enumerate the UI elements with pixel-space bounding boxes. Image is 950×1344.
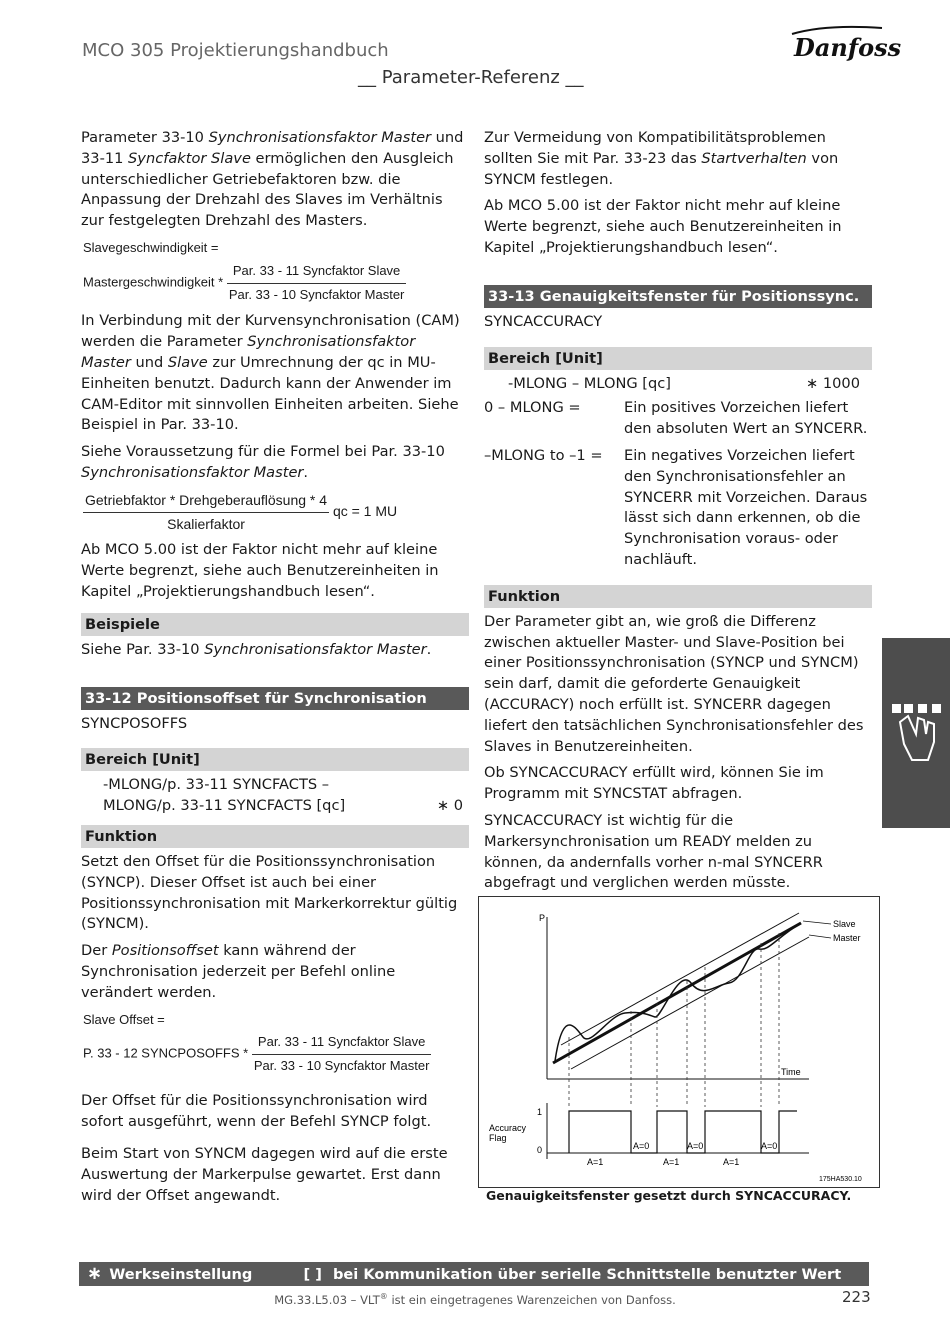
footer-legend-bar — [79, 1262, 869, 1286]
section-title: __ Parameter-Referenz __ — [358, 67, 584, 88]
funktion-heading-3312: Funktion — [81, 825, 469, 848]
flag-zero: 0 — [537, 1145, 543, 1155]
band-upper — [561, 913, 799, 1045]
a1-1: A=1 — [587, 1157, 604, 1167]
bereich-heading-3312: Bereich [Unit] — [81, 748, 469, 771]
compat-paragraph: Zur Vermeidung von Kompatibilitätsproblemen sollten Sie mit Par. 33-23 das Startverhalten von SYNCM festlegen. — [484, 129, 839, 188]
funktion-3312-text-4: Beim Start von SYNCM dagegen wird auf die erste Auswertung der Markerpulse gewartet. Erst dann wird der Offset angewandt. — [81, 1145, 448, 1205]
funktion-3313-text-2: Ob SYNCACCURACY erfüllt wird, können Sie im Programm mit SYNCSTAT abfragen. — [484, 764, 824, 803]
a1-2: A=1 — [663, 1157, 680, 1167]
range-default-3313: ∗ 1000 — [805, 374, 860, 392]
a0-3: A=0 — [761, 1141, 778, 1151]
param-3313-heading: 33-13 Genauigkeitsfenster für Positionssync. — [484, 285, 872, 308]
range-row-positive: 0 – MLONG = Ein positives Vorzeichen liefert den absoluten Wert an SYNCERR. — [484, 399, 868, 438]
range-3312: -MLONG/p. 33-11 SYNCFACTS – MLONG/p. 33-11 SYNCFACTS [qc] ∗ 0 — [81, 775, 469, 817]
mco-note-right: Ab MCO 5.00 ist der Faktor nicht mehr auf kleine Werte begrenzt, siehe auch Benutzereinheiten in Kapitel „Projektierungshandbuch lesen“. — [484, 197, 842, 256]
funktion-3312-text-3: Der Offset für die Positionssynchronisation wird sofort ausgeführt, wenn der Befehl SYNCP folgt. — [81, 1091, 432, 1130]
funktion-3312-text-2: Der Positionsoffset kann während der Synchronisation jederzeit per Befehl online verändert werden. — [81, 942, 396, 1001]
funktion-3313-text-3: SYNCACCURACY ist wichtig für die Markersynchronisation um READY melden zu können, da andernfalls vorher n-mal SYNCERR abgefragt und verglichen werden müsste. — [484, 811, 823, 892]
p-axis-label: P — [539, 913, 546, 923]
formula-slave-offset: Slave Offset = P. 33 - 12 SYNCPOSOFFS * $\frac{\text{Par. 33 - 11 Syncfaktor Slave}}{\text{Par. 33 - 10 Syncfaktor Master}}$ — [83, 1011, 430, 1074]
mco-note-left: Ab MCO 5.00 ist der Faktor nicht mehr auf kleine Werte begrenzt, siehe auch Benutzereinheiten in Kapitel „Projektierungshandbuch lesen“. — [81, 541, 439, 600]
flag-label-1: Accuracy — [489, 1123, 527, 1133]
time-label: Time — [781, 1067, 801, 1077]
funktion-3313-text-1: Der Parameter gibt an, wie groß die Differenz zwischen aktueller Master- und Slave-Position bei einer Positionssynchronisation (SYNCP und SYNCM) sein darf, damit die geforderte Genauigkeit (ACCURACY) noch erfüllt ist. SYNCERR dagegen liefert den tatsächlichen Synchronisationsfehler des Slaves in Benutzereinheiten. — [484, 612, 864, 755]
voraussetzung-paragraph: Siehe Voraussetzung für die Formel bei Par. 33-10 Synchronisationsfaktor Master. — [81, 443, 445, 481]
formula-slave-speed: Slavegeschwindigkeit = Mastergeschwindigkeit * $\frac{\text{Par. 33 - 11 Syncfaktor Slave}}{\text{Par. 33 - 10 Syncfaktor Master}}$ — [83, 239, 405, 302]
cam-paragraph: In Verbindung mit der Kurvensynchronisation (CAM) werden die Parameter Synchronisationsfaktor Master und Slave zur Umrechnung der qc in MU-Einheiten benutzt. Dadurch kann der Anwender im CAM-Editor mit sinnvollen Einheiten arbeiten. Siehe Beispiel in Par. 33-10. — [81, 312, 460, 434]
a1-3: A=1 — [723, 1157, 740, 1167]
flag-label-2: Flag — [489, 1133, 507, 1143]
beispiele-text: Siehe Par. 33-10 Synchronisationsfaktor Master. — [81, 640, 432, 658]
guide-lines — [569, 933, 779, 1107]
beispiele-heading: Beispiele — [81, 613, 469, 636]
hand-pointer-icon — [882, 638, 950, 828]
logo-text: Danfoss — [794, 33, 902, 62]
footer-bracket: [ ] — [303, 1266, 322, 1283]
left-column — [81, 128, 469, 1213]
footer-werkseinstellung: Werkseinstellung — [109, 1266, 253, 1283]
range-row-negative: –MLONG to –1 = Ein negatives Vorzeichen liefert den Synchronisationsfehler an SYNCERR mit Vorzeichen. Daraus lässt sich dann erkennen, ob die Synchronisation voraus- oder nachläuft. — [484, 446, 868, 568]
accuracy-diagram — [478, 896, 880, 1188]
figure-code: 175HA530.10 — [819, 1176, 862, 1183]
flag-one: 1 — [537, 1107, 543, 1117]
range-default-3312: ∗ 0 — [436, 797, 463, 815]
intro-paragraph: Parameter 33-10 Synchronisationsfaktor Master und 33-11 Syncfaktor Slave ermöglichen den Ausgleich unterschiedlicher Getriebefaktoren bzw. die Anpassung der Drehzahl des Slaves im Verhältnis zur festgelegten Drehzahl des Masters. — [81, 129, 464, 230]
bereich-heading-3313: Bereich [Unit] — [484, 347, 872, 370]
param-3312-heading: 33-12 Positionsoffset für Synchronisation — [81, 687, 469, 710]
danfoss-logo — [786, 22, 902, 66]
star-icon: ∗ — [87, 1263, 103, 1284]
footer-kommunikation: bei Kommunikation über serielle Schnittstelle benutzter Wert — [332, 1266, 842, 1283]
figure-caption: Genauigkeitsfenster gesetzt durch SYNCACCURACY. — [486, 1188, 852, 1203]
band-lower — [571, 937, 809, 1069]
legend-slave: Slave — [833, 919, 856, 929]
range-3313: -MLONG – MLONG [qc] ∗ 1000 — [484, 374, 872, 395]
right-column — [484, 128, 872, 900]
a0-2: A=0 — [687, 1141, 704, 1151]
chapter-tab — [882, 638, 950, 828]
master-line — [553, 923, 801, 1063]
formula-qc-mu: $\frac{\text{Getriebfaktor * Drehgeberauflösung * 4}}{\text{Skalierfaktor}}$ qc = 1 MU — [85, 491, 398, 532]
a0-1: A=0 — [633, 1141, 650, 1151]
legend-master: Master — [833, 933, 861, 943]
footer-trademark: MG.33.L5.03 – VLT® ist ein eingetragenes Warenzeichen von Danfoss. — [274, 1292, 676, 1307]
document-title: MCO 305 Projektierungshandbuch — [82, 40, 389, 61]
funktion-heading-3313: Funktion — [484, 585, 872, 608]
page-number: 223 — [842, 1288, 871, 1306]
funktion-3312-text-1: Setzt den Offset für die Positionssynchronisation (SYNCP). Dieser Offset ist auch bei einer Positionssynchronisation mit Markerkorrektur gültig (SYNCM). — [81, 852, 458, 933]
param-3313-name: SYNCACCURACY — [484, 312, 603, 330]
param-3312-name: SYNCPOSOFFS — [81, 714, 188, 732]
